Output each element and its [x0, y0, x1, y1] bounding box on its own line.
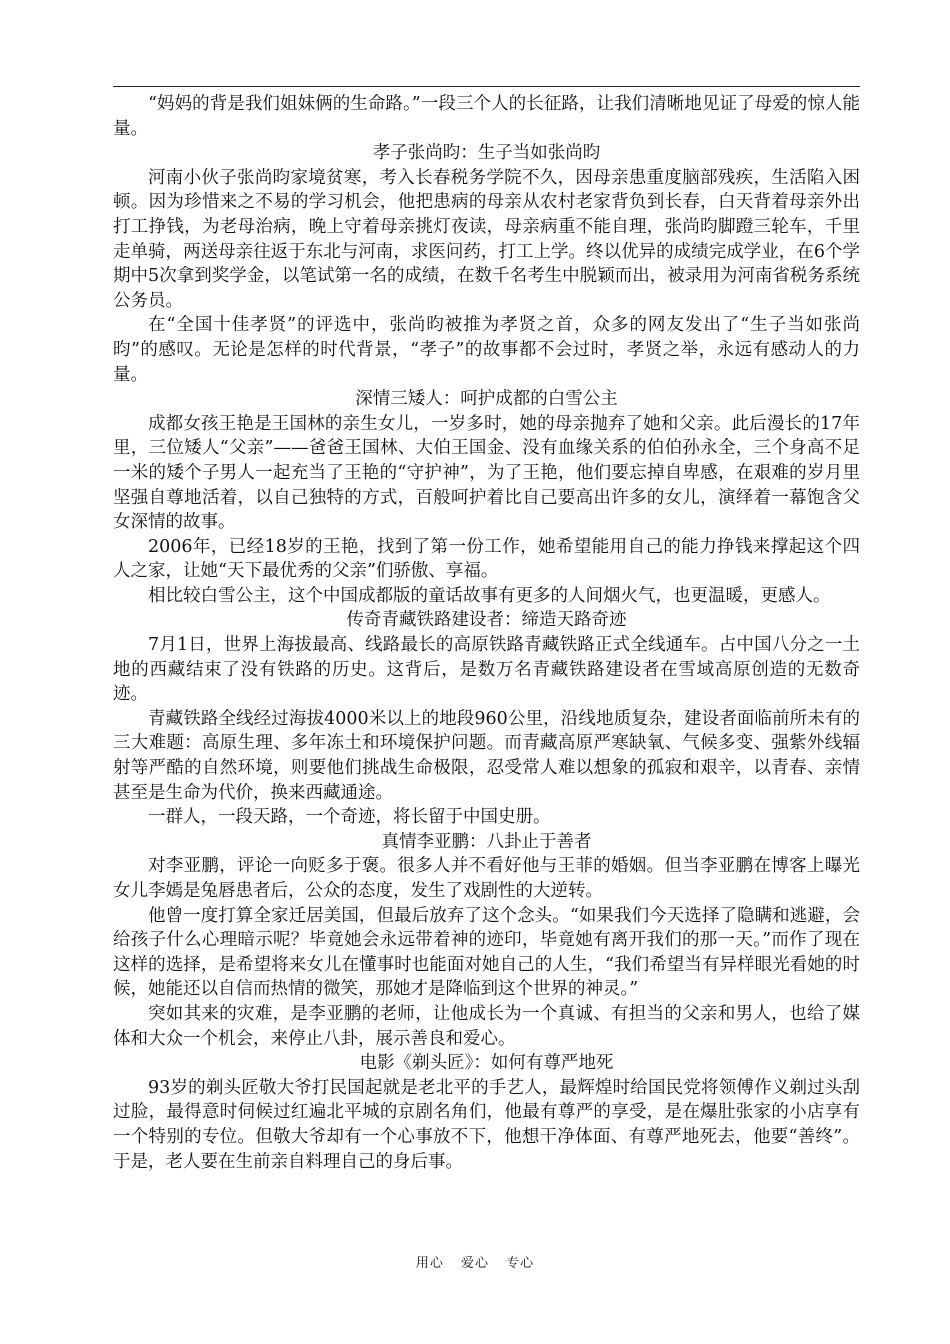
footer-word: 爱心	[460, 1256, 489, 1271]
footer-word: 专心	[506, 1256, 535, 1271]
paragraph: 7月1日，世界上海拔最高、线路最长的高原铁路青藏铁路正式全线通车。占中国八分之一土地的西藏结束了没有铁路的历史。这背后，是数万名青藏铁路建设者在雪域高原创造的无数奇迹。	[113, 635, 860, 705]
paragraph: 93岁的剃头匠敬大爷打民国起就是老北平的手艺人，最辉煌时给国民党将领傅作义剃过头刮过脸，最得意时伺候过红遍北平城的京剧名角们，他最有尊严的享受，是在爆肚张家的小店享有一个特别的专位。但敬大爷却有一个心事放不下，他想干净体面、有尊严地死去，他要“善终”。于是，老人要在生前亲自料理自己的身后事。	[113, 1077, 860, 1172]
paragraph: “妈妈的背是我们姐妹俩的生命路。”一段三个人的长征路，让我们清晰地见证了母爱的惊人能量。	[113, 94, 860, 139]
paragraph: 一群人，一段天路，一个奇迹，将长留于中国史册。	[148, 807, 551, 828]
section-heading: 真情李亚鹏：八卦止于善者	[381, 831, 592, 852]
paragraph: 突如其来的灾难，是李亚鹏的老师，让他成长为一个真诚、有担当的父亲和男人，也给了媒体和大众一个机会，来停止八卦，展示善良和爱心。	[113, 1003, 860, 1049]
paragraph: 他曾一度打算全家迁居美国，但最后放弃了这个念头。“如果我们今天选择了隐瞒和逃避，会给孩子什么心理暗示呢？毕竟她会永远带着神的迹印，毕竟她有离开我们的那一天。”而作了现在这样的选择，是希望将来女儿在懂事时也能面对她自己的人生，“我们希望当有异样眼光看她的时候，她能还以自信而热情的微笑，那她才是降临到这个世界的神灵。”	[113, 905, 860, 1000]
section-heading: 深情三矮人：呵护成都的白雪公主	[355, 389, 618, 410]
header-rule	[113, 86, 860, 87]
section-heading: 传奇青藏铁路建设者：缔造天路奇迹	[346, 610, 627, 631]
document-body	[113, 92, 860, 1174]
paragraph: 成都女孩王艳是王国林的亲生女儿，一岁多时，她的母亲抛弃了她和父亲。此后漫长的17年里，三位矮人“父亲”——爸爸王国林、大伯王国金、没有血缘关系的伯伯孙永全，三个身高不足一米的矮个子男人一起充当了王艳的“守护神”，为了王艳，他们要忘掉自卑感，在艰难的岁月里坚强自尊地活着，以自己独特的方式，百般呵护着比自己要高出许多的女儿，演绎着一幕饱含父女深情的故事。	[113, 413, 860, 533]
section-heading: 电影《剃头匠》：如何有尊严地死	[359, 1053, 614, 1074]
paragraph: 在“全国十佳孝贤”的评选中，张尚昀被推为孝贤之首，众多的网友发出了“生子当如张尚昀”的感叹。无论是怎样的时代背景，“孝子”的故事都不会过时，孝贤之举，永远有感动人的力量。	[113, 315, 860, 385]
section-heading: 孝子张尚昀：生子当如张尚昀	[372, 143, 601, 164]
footer-word: 用心	[415, 1256, 444, 1271]
paragraph: 2006年，已经18岁的王艳，找到了第一份工作，她希望能用自己的能力挣钱来撑起这个四人之家，让她“天下最优秀的父亲”们骄傲、享福。	[113, 536, 860, 582]
page-footer	[0, 1252, 950, 1271]
paragraph: 对李亚鹏，评论一向贬多于褒。很多人并不看好他与王菲的婚姻。但当李亚鹏在博客上曝光女儿李嫣是兔唇患者后，公众的态度，发生了戏剧性的大逆转。	[113, 856, 860, 901]
paragraph: 河南小伙子张尚昀家境贫寒，考入长春税务学院不久，因母亲患重度脑部残疾，生活陷入困顿。因为珍惜来之不易的学习机会，他把患病的母亲从农村老家背负到长春，白天背着母亲外出打工挣钱，为老母治病，晚上守着母亲挑灯夜读，母亲病重不能自理，张尚昀脚蹬三轮车，千里走单骑，两送母亲往返于东北与河南，求医问药，打工上学。终以优异的成绩完成学业，在6个学期中5次拿到奖学金，以笔试第一名的成绩，在数千名考生中脱颖而出，被录用为河南省税务系统公务员。	[113, 167, 860, 311]
paragraph: 相比较白雪公主，这个中国成都版的童话故事有更多的人间烟火气，也更温暖，更感人。	[148, 585, 831, 606]
paragraph: 青藏铁路全线经过海拔4000米以上的地段960公里，沿线地质复杂，建设者面临前所未有的三大难题：高原生理、多年冻土和环境保护问题。而青藏高原严寒缺氧、气候多变、强紫外线辐射等严酷的自然环境，则要他们挑战生命极限，忍受常人难以想象的孤寂和艰辛，以青春、亲情甚至是生命为代价，换来西藏通途。	[113, 708, 860, 803]
